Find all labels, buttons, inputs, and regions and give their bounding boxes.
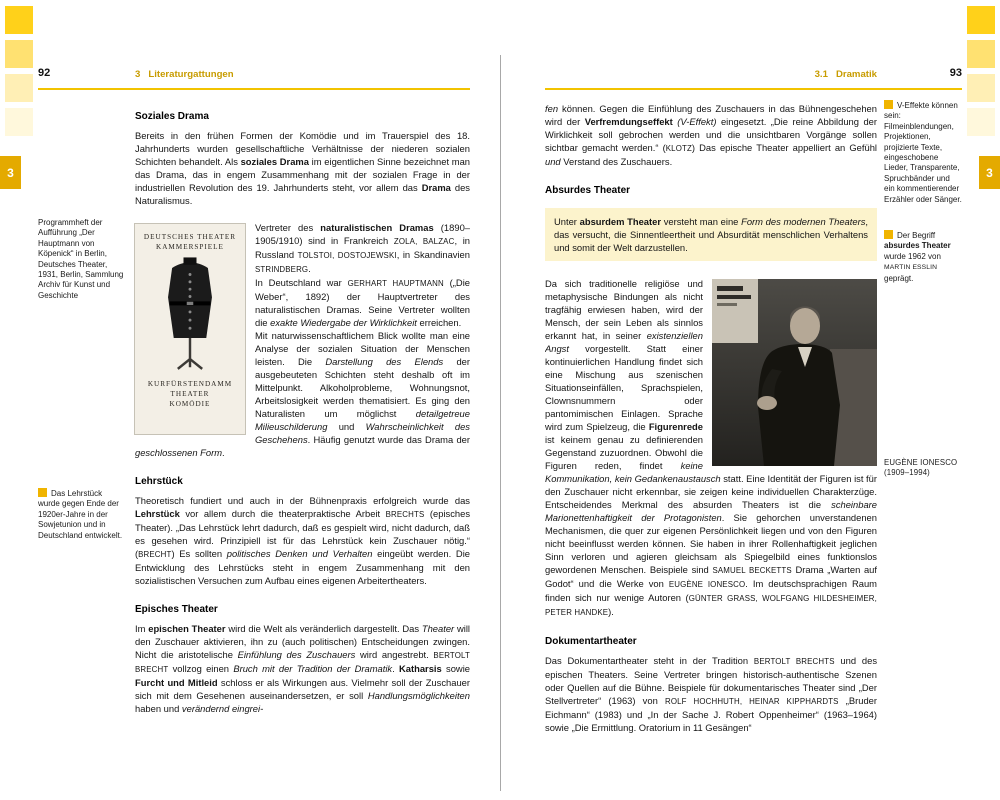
header-rule bbox=[545, 88, 962, 90]
chapter-square-icon bbox=[967, 40, 995, 68]
programmheft-bottom-text: KURFÜRSTENDAMM THEATER KOMÖDIE bbox=[147, 380, 233, 408]
body-paragraph: Da sich traditionelle religiöse und metaphysische Bindungen als nicht tragfähig erwiesen haben, wird der Mensch, der sein Leben als sinnlos erkannt hat, in seiner existenziellen Angst vorgestellt. Statt einer kontinuierlichen Handlung findet sich eine Mischung aus szenischen Situationseinfällen, Sprachspielen, Clownsnummern oder pantomimischen Einlagen. Sprache wird zum Spielzeug, die Figurenrede ist keinem genau zu definierenden Gegenstand zuzuordnen. Obwohl die Figuren reden, findet keine Kommunikation, kein Gedankenaustausch statt. Eine Identität der Figuren ist für den Zuschauer nicht erkennbar, sie zeigen keine individuellen Charakterzüge. Entscheidendes Merkmal des absurden Theaters ist die scheinbare Marionettenhaftigkeit der Protagonisten. Sie gehorchen unverstandenen Mechanismen, die quer zur eigenen Persönlichkeit liegen und von den Figuren nicht beeinflusst werden können. Sie haben in ihrer Rollenhaftigkeit jeglichen Sinn verloren und agieren gleichsam als Spiegelbild eines funktionslos gewordenen Menschen. Beispiele sind SAMUEL BECKETTS Drama „Warten auf Godot“ und die Werke von EUGÈNE IONESCO. Im deutschsprachigen Raum finden sich nur wenige Autoren (GÜNTER GRASS, WOLFGANG HILDESHEIMER, PETER HANDKE). bbox=[545, 278, 877, 617]
chapter-tab-right: 3 bbox=[979, 156, 1000, 189]
page-gutter-divider bbox=[500, 55, 501, 791]
chapter-square-icon bbox=[967, 6, 995, 34]
page-header bbox=[545, 60, 962, 86]
note-marker-icon bbox=[884, 230, 893, 239]
margin-note-lehrstueck: Das Lehrstück wurde gegen Ende der 1920er-Jahre in der Sowjetunion und in Deutschland entwickelt. bbox=[38, 489, 123, 540]
section-heading-soziales-drama: Soziales Drama bbox=[135, 111, 209, 122]
running-chapter-title: 3.1 Dramatik bbox=[814, 68, 877, 80]
chapter-square-icon bbox=[967, 108, 995, 136]
chapter-square-icon bbox=[5, 74, 33, 102]
chapter-tab-left: 3 bbox=[0, 156, 21, 189]
note-marker-icon bbox=[38, 488, 47, 497]
definition-box: Unter absurdem Theater versteht man eine Form des modernen Theaters, das versucht, die Sinnentleertheit und Absurdität menschlichen Verhaltens und somit der Welt darzustellen. bbox=[545, 208, 877, 261]
body-paragraph: In Deutschland war GERHART HAUPTMANN („Die Weber“, 1892) der Hauptvertreter des naturalistischen Dramas. Seine Vertreter wollten die exakte Wiedergabe der Wirklichkeit erreichen. bbox=[255, 277, 470, 328]
section-heading-absurdes-theater: Absurdes Theater bbox=[545, 185, 631, 196]
body-paragraph: Im epischen Theater wird die Welt als veränderlich dargestellt. Das Theater will den Zuschauer aktivieren, ihn zu (auch politischen) Entscheidungen zwingen. Nicht die aristotelische Einfühlung des Zuschauers wird angestrebt. BERTOLT BRECHT vollzog einen Bruch mit der Tradition der Dramatik. Katharsis sowie Furcht und Mitleid schloss er als Wirkungen aus. Vielmehr soll der Zuschauer sich mit dem Gesehenen auseinandersetzen, er soll Handlungsmöglichkeiten haben und verändernd eingrei- bbox=[135, 623, 470, 714]
body-paragraph: Mit naturwissenschaftlichem Blick wollte man eine Analyse der sozialen Situation der Menschen leisten. Die Darstellung des Elends der ausgebeuteten Schichten steht deshalb oft im Mittelpunkt. Alkoholprobleme, Wohnungsnot, Arbeitslosigkeit werden thematisiert. Es ging den Naturalisten um möglichst detailgetreue Milieuschilderung und Wahrscheinlichkeit des Geschehens. Häufig genutzt wurde das Drama der geschlossenen Form. bbox=[135, 330, 470, 458]
body-paragraph: Bereits in den frühen Formen der Komödie und im Trauerspiel des 18. Jahrhunderts wurden gesellschaftliche Verhältnisse der niederen sozialen Schichten behandelt. Als soziales Drama im eigentlichen Sinne bezeichnet man das Drama, das in engem Zusammenhang mit der sozialen Frage in der industriellen Revolution des 19. Jahrhunderts steht, vor allem das Drama des Naturalismus. bbox=[135, 130, 470, 206]
body-paragraph: Vertreter des naturalistischen Dramas (1890–1905/1910) sind in Frankreich ZOLA, BALZAC, in Russland TOLSTOI, DOSTOJEWSKI, in Skandinavien STRINDBERG. bbox=[255, 222, 470, 274]
running-chapter-title: 3 Literaturgattungen bbox=[135, 68, 234, 80]
naturalism-block bbox=[135, 221, 470, 459]
chapter-index-strip-left bbox=[5, 6, 33, 142]
margin-note-v-effekte: V-Effekte können sein: Filmeinblendungen, Projektionen, projizierte Texte, eingeschobene Lieder, Transparente, Spruchbänder und ein kommentierender Erzähler oder Sänger. bbox=[884, 101, 962, 204]
page-number: 93 bbox=[949, 67, 962, 79]
chapter-square-icon bbox=[5, 40, 33, 68]
page-92 bbox=[38, 60, 470, 792]
uniform-coat-illustration bbox=[138, 255, 242, 377]
body-paragraph: Theoretisch fundiert und auch in der Bühnenpraxis erfolgreich wurde das Lehrstück vor allem durch die theaterpraktische Arbeit BRECHTS (episches Theater). „Das Lehrstück lehrt dadurch, daß es gespielt wird, nicht dadurch, daß es gesehen wird. Prinzipiell ist für das Lehrstück kein Zuschauer nötig.“ (BRECHT) Es sollten politisches Denken und Verhalten eingeübt werden. Die Entwicklung des Lehrstücks steht in engem Zusammenhang mit den sozialistischen Versuchen zum Aufbau eines eigenen Arbeitertheaters. bbox=[135, 495, 470, 586]
chapter-square-icon bbox=[5, 6, 33, 34]
main-text-column bbox=[545, 102, 877, 734]
page-93 bbox=[545, 60, 962, 792]
note-marker-icon bbox=[884, 100, 893, 109]
page-header bbox=[38, 60, 470, 86]
chapter-index-strip-right bbox=[967, 6, 995, 142]
section-heading-lehrstueck: Lehrstück bbox=[135, 476, 183, 487]
seated-man-photo bbox=[712, 279, 877, 466]
section-heading-dokumentartheater: Dokumentartheater bbox=[545, 636, 637, 647]
programmheft-top-text: DEUTSCHES THEATER KAMMERSPIELE bbox=[143, 233, 237, 251]
ionesco-photo-caption: EUGÈNE IONESCO (1909–1994) bbox=[884, 458, 958, 477]
margin-note-begriff: Der Begriff absurdes Theater wurde 1962 von MARTIN ESSLIN geprägt. bbox=[884, 231, 951, 283]
section-heading-episches-theater: Episches Theater bbox=[135, 604, 218, 615]
page-number: 92 bbox=[38, 67, 51, 79]
chapter-square-icon bbox=[967, 74, 995, 102]
main-text-column bbox=[135, 111, 470, 715]
programmheft-figure bbox=[135, 224, 245, 434]
body-paragraph: Das Dokumentartheater steht in der Tradition BERTOLT BRECHTS und des epischen Theaters. Seine Vertreter bringen historisch-authentische Szenen oder Quellen auf die Bühne. Beispiele für dokumentarisches Theater sind „Der Stellvertreter“ (1963) von ROLF HOCHHUTH, HEINAR KIPPHARDTS „Bruder Eichmann“ (1983) und „In der Sache J. Robert Oppenheimer“ (1963–1964) sowie „Die Ermittlung. Oratorium in 11 Gesängen“ bbox=[545, 655, 878, 733]
body-paragraph: fen können. Gegen die Einfühlung des Zuschauers in das Bühnengeschehen wird der Verfremdungseffekt (V-Effekt) eingesetzt. „Die reine Abbildung der Wirklichkeit soll gebrochen werden und die unsichtbaren Vorgänge sollen sichtbar gemacht werden.“ (KLOTZ) Das epische Theater appelliert an Gefühl und Verstand des Zuschauers. bbox=[545, 103, 878, 167]
margin-note-programmheft: Programmheft der Aufführung „Der Hauptmann von Köpenick“ in Berlin, Deutsches Theater, 1931, Berlin, Sammlung Archiv für Kunst und Geschichte bbox=[38, 218, 124, 300]
absurd-theater-block bbox=[545, 277, 877, 619]
header-rule bbox=[38, 88, 470, 90]
ionesco-photo bbox=[712, 279, 877, 466]
chapter-square-icon bbox=[5, 108, 33, 136]
